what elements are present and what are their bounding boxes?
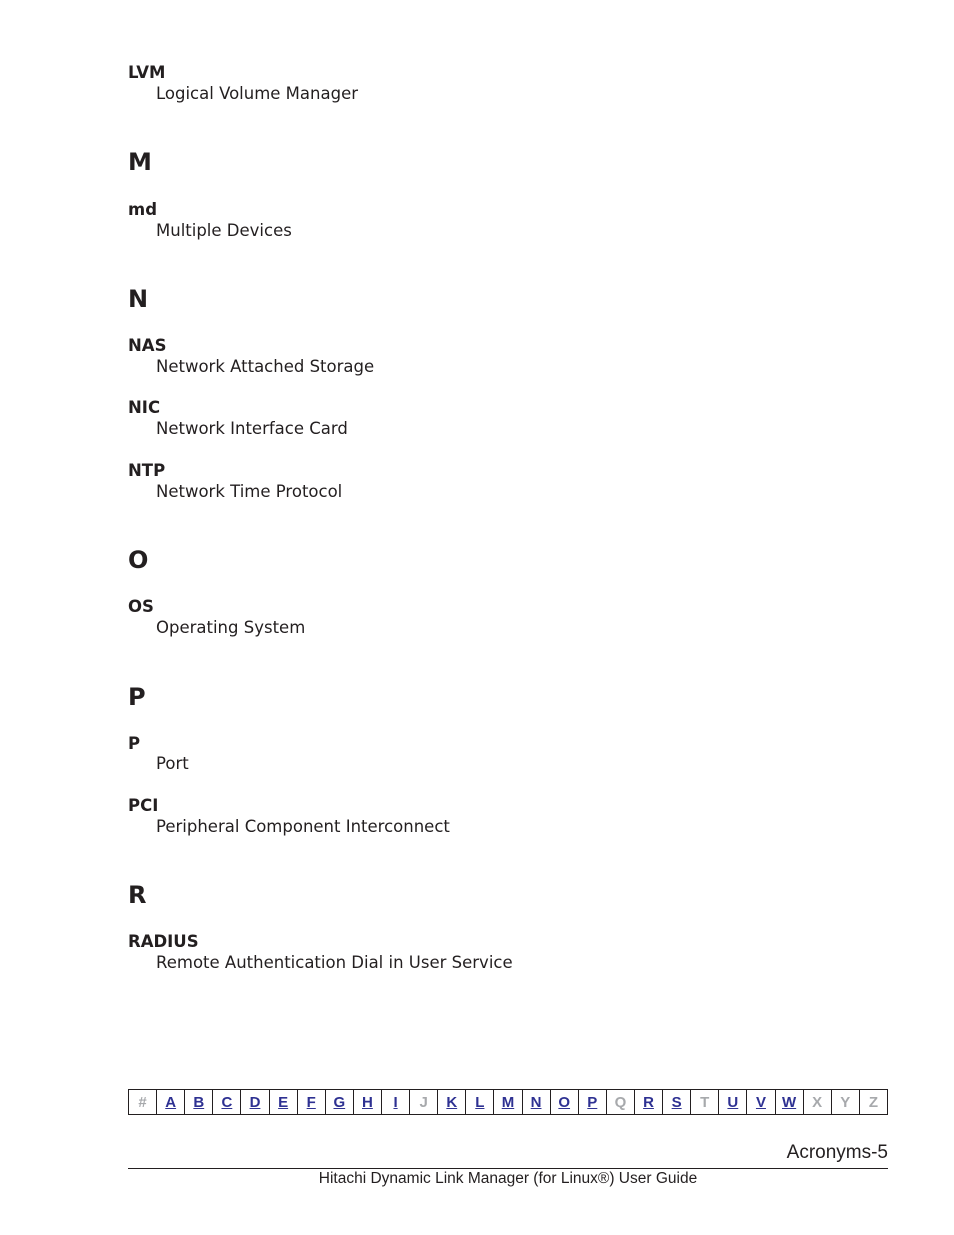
alphabet-link-k[interactable]: K [438, 1090, 466, 1114]
alphabet-link-a[interactable]: A [157, 1090, 185, 1114]
alphabet-link-c[interactable]: C [213, 1090, 241, 1114]
desc-md: Multiple Devices [156, 221, 292, 240]
alphabet-link-l[interactable]: L [466, 1090, 494, 1114]
alphabet-link-t: T [691, 1090, 719, 1114]
desc-os: Operating System [156, 618, 306, 637]
term-nic: NIC [128, 398, 161, 417]
alphabet-link-h[interactable]: H [354, 1090, 382, 1114]
desc-nic: Network Interface Card [156, 419, 348, 438]
term-nas: NAS [128, 336, 167, 355]
alphabet-link-v[interactable]: V [747, 1090, 775, 1114]
alphabet-link-e[interactable]: E [270, 1090, 298, 1114]
desc-ntp: Network Time Protocol [156, 482, 343, 501]
desc-lvm: Logical Volume Manager [156, 84, 359, 103]
alphabet-link-p[interactable]: P [579, 1090, 607, 1114]
desc-radius: Remote Authentication Dial in User Service [156, 953, 513, 972]
alphabet-link-x: X [804, 1090, 832, 1114]
alphabet-link-w[interactable]: W [776, 1090, 804, 1114]
alphabet-link-j: J [410, 1090, 438, 1114]
alphabet-link-o[interactable]: O [551, 1090, 579, 1114]
term-radius: RADIUS [128, 932, 199, 951]
alphabet-link-r[interactable]: R [635, 1090, 663, 1114]
alphabet-link-f[interactable]: F [298, 1090, 326, 1114]
alphabet-link-s[interactable]: S [663, 1090, 691, 1114]
alphabet-link-b[interactable]: B [185, 1090, 213, 1114]
page-number: Acronyms-5 [786, 1142, 888, 1163]
alphabet-link-d[interactable]: D [241, 1090, 269, 1114]
desc-pci: Peripheral Component Interconnect [156, 817, 450, 836]
term-md: md [128, 200, 158, 219]
term-os: OS [128, 597, 154, 616]
term-ntp: NTP [128, 461, 166, 480]
term-lvm: LVM [128, 63, 166, 82]
section-heading-p: P [128, 683, 146, 711]
alphabet-link-u[interactable]: U [719, 1090, 747, 1114]
alphabet-index-bar [128, 1089, 888, 1115]
alphabet-link-m[interactable]: M [494, 1090, 522, 1114]
section-heading-m: M [128, 148, 152, 176]
section-heading-n: N [128, 285, 149, 313]
term-pci: PCI [128, 796, 159, 815]
term-p: P [128, 734, 141, 753]
alphabet-link-n[interactable]: N [523, 1090, 551, 1114]
alphabet-link-g[interactable]: G [326, 1090, 354, 1114]
alphabet-link-q: Q [607, 1090, 635, 1114]
desc-nas: Network Attached Storage [156, 357, 375, 376]
alphabet-link-hash: # [129, 1090, 157, 1114]
section-heading-o: O [128, 546, 149, 574]
section-heading-r: R [128, 881, 147, 909]
document-title: Hitachi Dynamic Link Manager (for Linux®) User Guide [318, 1170, 698, 1187]
alphabet-link-z: Z [868, 1093, 878, 1111]
desc-p: Port [156, 754, 189, 773]
alphabet-link-y: Y [832, 1090, 860, 1114]
alphabet-link-i[interactable]: I [382, 1090, 410, 1114]
